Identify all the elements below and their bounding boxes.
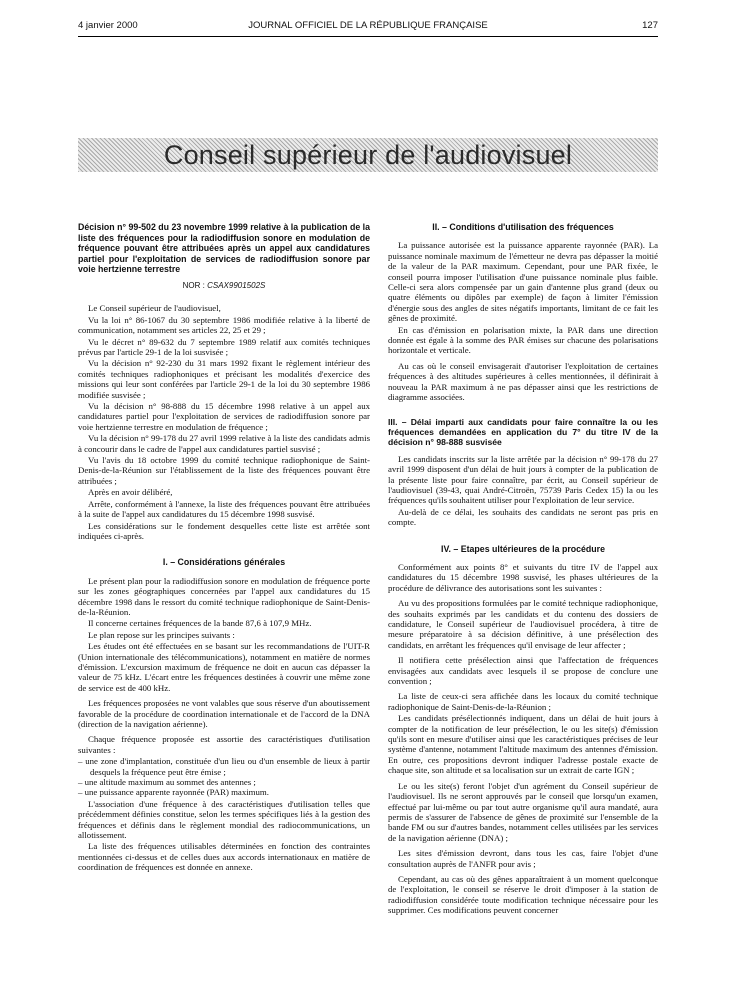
body-paragraph: Au vu des propositions formulées par le comité technique radiophonique, des souhaits exprimés par les candidats et du contenu des dossiers de candidature, le Conseil supérieur de l'audiovisuel procédera, à titre de mesure préparatoire à sa décision définitive, à une présélection des candidats, en arrêtant les fréquences qu'il envisage de leur affecter ;: [388, 598, 658, 650]
nor-reference: CSAX9901502S: [207, 280, 266, 290]
journal-title: JOURNAL OFFICIEL DE LA RÉPUBLIQUE FRANÇAISE: [248, 20, 488, 31]
visa-paragraph: Vu la décision n° 98-888 du 15 décembre 1998 relative à un appel aux candidatures partiel pour l'exploitation de services de radiodiffusion sonore par voie hertzienne terrestre en modulation de fréquence ;: [78, 401, 370, 432]
visa-paragraph: Vu la décision n° 92-230 du 31 mars 1992 fixant le règlement intérieur des comités techniques radiophoniques et précisant les modalités d'exercice des missions qui leur sont conférées par l'article 29-1 de la loi du 30 septembre 1986 modifiée susvisée ;: [78, 358, 370, 400]
body-paragraph: Les candidats présélectionnés indiquent, dans un délai de huit jours à compter de la notification de leur présélection, le ou les site(s) d'émission qu'ils sont en mesure d'utiliser ainsi que les caractéristiques précises de leur système d'antenne, notamment l'altitude maximum des antennes d'émission. En outre, ces propositions devront indiquer l'adresse postale exacte de chaque site, son altitude et sa localisation sur un extrait de carte IGN ;: [388, 713, 658, 776]
visa-paragraph: Vu l'avis du 18 octobre 1999 du comité technique radiophonique de Saint-Denis-de-la-Réunion sur l'établissement de la liste des fréquences pouvant être attribuées ;: [78, 455, 370, 486]
body-paragraph: Le plan repose sur les principes suivants :: [88, 629, 235, 640]
body-paragraph: Chaque fréquence proposée est assortie des caractéristiques d'utilisation suivantes :: [78, 734, 370, 755]
right-column: [388, 222, 658, 917]
left-column: [78, 222, 370, 874]
visa-paragraph: Vu la loi n° 86-1067 du 30 septembre 1986 modifiée relative à la liberté de communication, notamment ses articles 22, 25 et 29 ;: [78, 314, 370, 336]
body-paragraph: Au-delà de ce délai, les souhaits des candidats ne seront pas pris en compte.: [388, 506, 658, 528]
visa-paragraph: Les considérations sur le fondement desquelles cette liste est arrêtée sont indiquées ci-après.: [78, 520, 370, 541]
section-heading: I. – Considérations générales: [162, 557, 286, 568]
body-paragraph: Il concerne certaines fréquences de la bande 87,6 à 107,9 MHz.: [88, 618, 312, 629]
body-paragraph: Cependant, au cas où des gênes apparaîtraient à un moment quelconque de l'exploitation, le conseil se réserve le droit d'imposer à la station de radiodiffusion considérée toute modification technique nécessaire pour les supprimer. Ces modifications peuvent concerner: [388, 873, 658, 916]
nor-label: NOR :: [182, 280, 205, 290]
body-paragraph: L'association d'une fréquence à des caractéristiques d'utilisation telles que précédemment définies constitue, selon les termes spécifiques liés à la gestion des fréquences et définis dans le règlement mondial des radiocommunications, un allotissement.: [78, 798, 370, 841]
body-paragraph: Au cas où le conseil envisagerait d'autoriser l'exploitation de certaines fréquences à des altitudes supérieures à celles mentionnées, il définirait à nouveau la PAR maximum à ne pas dépasser ainsi que les restrictions de diagramme associées.: [388, 360, 658, 403]
body-paragraph: La liste de ceux-ci sera affichée dans les locaux du comité technique radiophonique de Saint-Denis-de-la-Réunion ;: [388, 691, 658, 712]
body-paragraph: En cas d'émission en polarisation mixte, la PAR dans une direction donnée est égale à la somme des PAR émises sur chacune des polarisations horizontale et verticale.: [388, 324, 658, 356]
body-paragraph: Les fréquences proposées ne vont valables que sous réserve d'un aboutissement favorable de la procédure de coordination internationale et de l'accord de la DNA (direction de la navigation aérienne).: [78, 698, 370, 729]
visa-paragraph: Vu la décision n° 99-178 du 27 avril 1999 relative à la liste des candidats admis à concourir dans le cadre de l'appel aux candidatures partiel susvisé ;: [78, 433, 370, 454]
body-paragraph: Les sites d'émission devront, dans tous les cas, faire l'objet d'une consultation auprès de l'ANFR pour avis ;: [388, 848, 658, 869]
decision-title: Décision n° 99-502 du 23 novembre 1999 relative à la publication de la liste des fréquences pour la radiodiffusion sonore en modulation de fréquence pouvant être attribuées après un appel aux candidatures partiel pour l'exploitation de services de radiodiffusion sonore par voie hertzienne terrestre: [78, 222, 370, 275]
banner-title: Conseil supérieur de l'audiovisuel: [163, 139, 573, 170]
visa-paragraph: Arrête, conformément à l'annexe, la liste des fréquences pouvant être attribuées à la suite de l'appel aux candidatures du 15 décembre 1998 susvisé.: [78, 498, 370, 520]
body-paragraph: La liste des fréquences utilisables déterminées en fonction des contraintes mentionnées ci-dessus et de celles dues aux accords internationaux en matière de coordination de fréquences est donnée en annexe.: [78, 841, 370, 873]
body-paragraph: Le présent plan pour la radiodiffusion sonore en modulation de fréquence porte sur les zones géographiques concernées par l'appel aux candidatures du 15 décembre 1998 dans le ressort du comité technique radiophonique de Saint-Denis-de-la-Réunion.: [78, 575, 370, 617]
list-item: – une zone d'implantation, constituée d'un lieu ou d'un ensemble de lieux à partir desquels la fréquence peut être émise ;: [78, 756, 370, 777]
running-header: [78, 20, 658, 36]
visa-paragraph: Vu le décret n° 89-632 du 7 septembre 1989 relatif aux comités techniques prévus par l'article 29-1 de la loi susvisée ;: [78, 336, 370, 357]
header-rule: [78, 36, 658, 37]
characteristics-list: [78, 756, 370, 798]
body-paragraph: Les études ont été effectuées en se basant sur les recommandations de l'UIT-R (Union internationale des télécommunications), notamment en matière de normes d'émission. L'excursion maximum de fréquence ne doit en aucun cas dépasser la valeur de 75 kHz. L'écart entre les fréquences destinées à couvrir une même zone de service est de 400 kHz.: [78, 641, 370, 693]
section-heading: IV. – Etapes ultérieures de la procédure: [441, 543, 605, 554]
list-item: – une puissance apparente rayonnée (PAR) maximum.: [78, 787, 269, 798]
body-paragraph: Il notifiera cette présélection ainsi que l'affectation de fréquences envisagées aux candidats avec lesquels il se propose de conclure une convention ;: [388, 655, 658, 687]
list-item: – une altitude maximum au sommet des antennes ;: [78, 777, 256, 788]
body-paragraph: Conformément aux points 8° et suivants du titre IV de l'appel aux candidatures du 15 décembre 1998 susvisé, les phases ultérieures de la procédure de délivrance des autorisations sont les suivantes :: [388, 561, 658, 593]
body-paragraph: Les candidats inscrits sur la liste arrêtée par la décision n° 99-178 du 27 avril 1999 disposent d'un délai de huit jours à compter de la publication de la présente liste pour faire connaître, par écrit, au Conseil supérieur de l'audiovisuel (39-43, quai André-Citroën, 75739 Paris Cedex 15) la ou les fréquences qu'ils souhaitent utiliser pour l'exploitation de leur service.: [388, 453, 658, 506]
visa-paragraph: Le Conseil supérieur de l'audiovisuel,: [88, 303, 221, 314]
section-banner: [78, 138, 658, 172]
nor-line: [78, 281, 370, 291]
section-heading: II. – Conditions d'utilisation des fréquences: [432, 222, 614, 232]
section-heading: III. – Délai imparti aux candidats pour faire connaître la ou les fréquences demandées en application du 7° du titre IV de la décision n° 98-888 susvisée: [388, 416, 658, 448]
body-paragraph: Le ou les site(s) feront l'objet d'un agrément du Conseil supérieur de l'audiovisuel. Ils ne seront approuvés par le conseil que lorsqu'un examen, effectué par lui-même ou par tout autre organisme qu'il aura mandaté, aura permis de s'assurer de l'absence de gênes de proximité sur l'ensemble de la bande FM ou sur d'autres bandes, notamment celles utilisées par les services de la navigation aérienne (DNA) ;: [388, 780, 658, 843]
visa-paragraph: Après en avoir délibéré,: [88, 487, 173, 498]
body-paragraph: La puissance autorisée est la puissance apparente rayonnée (PAR). La puissance nominale maximum de l'émetteur ne devra pas dépasser la moitié de la valeur de la PAR maximum. Cependant, pour une PAR fixée, le conseil pourra imposer l'utilisation d'une puissance nominale plus faible. Celle-ci sera alors compensée par un gain d'antenne plus grand (deux ou quatre éléments ou dipôles par exemple) de façon à limiter l'émission d'énergie sous des angles de sites négatifs importants, limitant de ce fait les gênes de proximité.: [388, 240, 658, 324]
issue-date: 4 janvier 2000: [78, 20, 138, 31]
page-number: 127: [642, 20, 658, 31]
